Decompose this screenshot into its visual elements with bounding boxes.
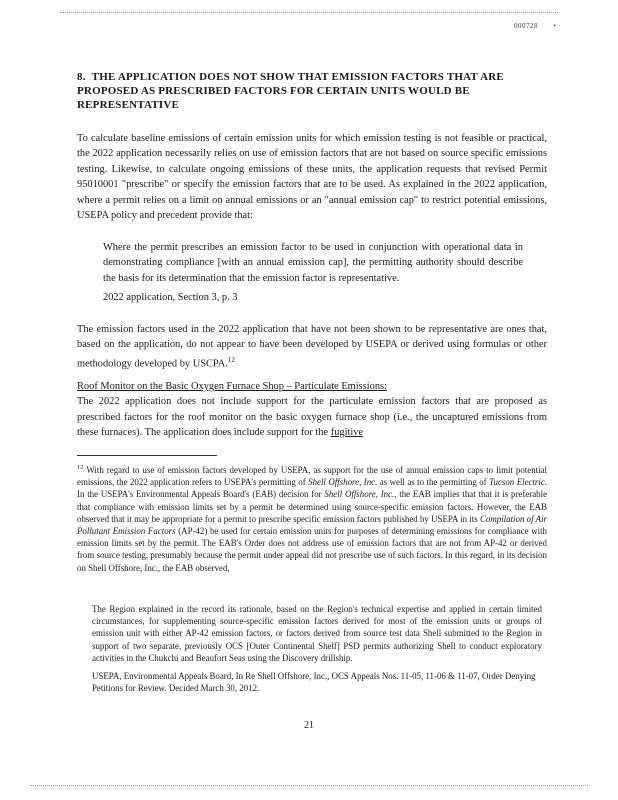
paragraph-intro: To calculate baseline emissions of certain emission units for which emission testing is not feasible or practical, the 2022 application necessarily relies on use of emission factors that are not based on source specific emissions testing. Likewise, to calculate ongoing emissions of these units, the application requests that revised Permit 95010001 "prescribe" or specify the emission factors that are to be used. As explained in the 2022 application, where a permit relies on a limit on annual emissions or an "annual emission cap" to restrict potential emissions, USEPA policy and precedent provide that: (77, 133, 547, 222)
footnote-text: . In the USEPA's Environmental Appeals Board's (EAB) decision for (77, 477, 548, 500)
roof-monitor-tail: fugitive (330, 427, 364, 439)
footnote-text: (AP-42) be used for certain emission units for purposes of determining emissions for compliance with emission limits set by the permit. The EAB's Order does not address use of emission factors that are not from AP-42 or derived from source testing, presumably because the permit under appeal did not prescribe use of such factors. In this regard, in its decision on Shell Offshore, Inc., the EAB observed, (77, 525, 547, 573)
footnote-italic: Shell Offshore, Inc. (308, 477, 378, 488)
paragraph-emission-factors (77, 322, 547, 372)
scan-dotted-border-top (60, 12, 558, 14)
footnote-block-quote: The Region explained in the record its rationale, based on the Region's technical expertise and applied in certain limited circumstances, for supplementing source-specific emission factors derived for most of the emission units or groups of emission unit with either AP-42 emission factors, or factors derived from source test data Shell submitted to the Region in support of two separate, previously OCS [Outer Continental Shelf] PSD permits authorizing Shell to conduct exploratory activities in the Chukchi and Beaufort Seas using the Discovery drillship. (92, 604, 542, 663)
footnote-12 (77, 462, 547, 574)
paragraph-emission-factors-text: The emission factors used in the 2022 application that have not been shown to be representative are ones that, based on the application, do not appear to have been developed by USEPA or derived using formulas or other methodology developed by USCPA. (77, 324, 547, 370)
footnote-divider (77, 455, 217, 456)
footnote-text: , the EAB implies that that it is preferable that compliance with emission limits set by a permit be determined using source-specific emission factors. However, the EAB observed that it may be appropriate for a permit to prescribe specific emission factors published by USEPA in its (77, 489, 548, 524)
footnote-citation: USEPA, Environmental Appeals Board, In Re Shell Offshore, Inc., OCS Appeals Nos. 11-05, 11-06 & 11-07, Order Denying Petitions for Review. Decided March 30, 2012. (92, 671, 536, 694)
subheading-roof-monitor: Roof Monitor on the Basic Oxygen Furnace Shop – Particulate Emissions: (77, 381, 387, 392)
block-quote-citation: 2022 application, Section 3, p. 3 (103, 292, 238, 303)
footnote-number: 12 (77, 464, 84, 471)
scan-dotted-border-bottom (30, 785, 588, 787)
page-number: 21 (304, 720, 314, 731)
footnote-reference: 12 (227, 355, 235, 364)
section-title: THE APPLICATION DOES NOT SHOW THAT EMISSION FACTORS THAT ARE PROPOSED AS PRESCRIBED FACTORS FOR CERTAIN UNITS WOULD BE REPRESENTATIVE (77, 71, 504, 111)
footnote-italic: Tucson Electric (489, 477, 545, 488)
section-number: 8. (77, 71, 86, 83)
bates-mark: • (553, 22, 556, 30)
footnote-italic: Compilation of Air Pollutant Emission Factors (77, 513, 547, 536)
footnote-text: as well as to the permitting of (377, 477, 490, 488)
footnote-italic: Shell Offshore, Inc. (324, 489, 395, 500)
section-heading (77, 70, 537, 112)
roof-monitor-section (77, 379, 547, 441)
block-quote: Where the permit prescribes an emission factor to be used in conjunction with operational data in demonstrating compliance [with an annual emission cap], the permitting authority should describe the basis for its determination that the emission factor is representative. (103, 242, 523, 284)
roof-monitor-text: The 2022 application does not include support for the particulate emission factors that are proposed as prescribed factors for the roof monitor on the basic oxygen furnace shop (i.e., the uncaptured emissions from these furnaces). The application does include support for the (77, 396, 547, 439)
bates-number: 000728 (514, 22, 538, 30)
footnote-text: With regard to use of emission factors developed by USEPA, as support for the use of annual emission caps to limit potential emissions, the 2022 application refers to USEPA's permitting of (77, 464, 547, 488)
